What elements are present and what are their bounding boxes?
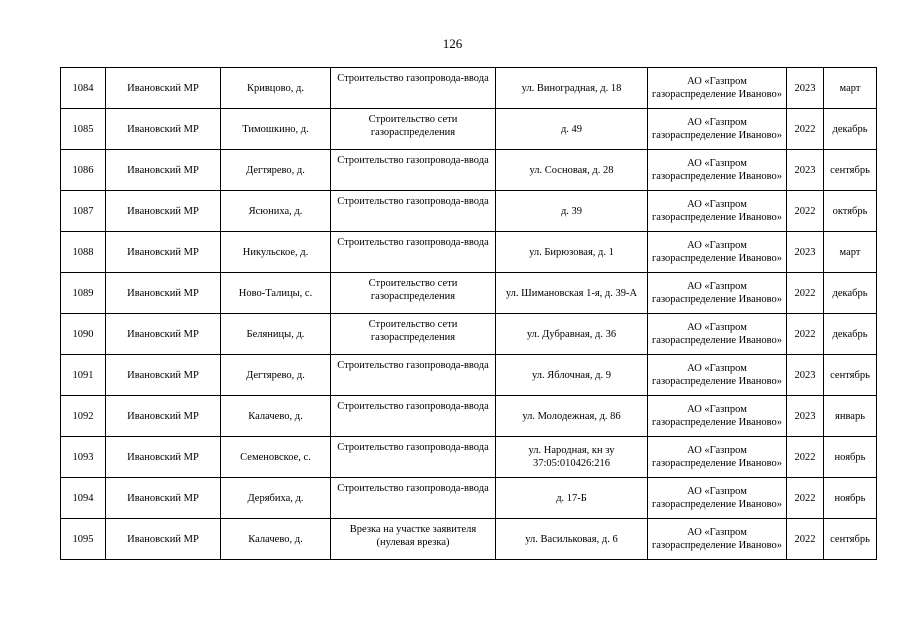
cell-year: 2023: [787, 68, 824, 109]
cell-address: ул. Молодежная, д. 86: [496, 396, 648, 437]
cell-district: Ивановский МР: [106, 150, 221, 191]
cell-number: 1086: [61, 150, 106, 191]
cell-work-type: Строительство газопровода-ввода: [331, 437, 496, 478]
cell-organization: АО «Газпром газораспределение Иваново»: [648, 396, 787, 437]
cell-year: 2022: [787, 478, 824, 519]
cell-work-type: Строительство газопровода-ввода: [331, 355, 496, 396]
cell-organization: АО «Газпром газораспределение Иваново»: [648, 273, 787, 314]
cell-year: 2022: [787, 519, 824, 560]
cell-locality: Калачево, д.: [221, 519, 331, 560]
cell-district: Ивановский МР: [106, 519, 221, 560]
cell-address: ул. Шимановская 1-я, д. 39-А: [496, 273, 648, 314]
cell-organization: АО «Газпром газораспределение Иваново»: [648, 355, 787, 396]
cell-locality: Дегтярево, д.: [221, 150, 331, 191]
cell-district: Ивановский МР: [106, 437, 221, 478]
table-row: [61, 314, 877, 355]
cell-address: ул. Сосновая, д. 28: [496, 150, 648, 191]
cell-month: март: [824, 68, 877, 109]
table-row: [61, 68, 877, 109]
cell-work-type: Врезка на участке заявителя (нулевая врезка): [331, 519, 496, 560]
cell-locality: Кривцово, д.: [221, 68, 331, 109]
cell-year: 2023: [787, 355, 824, 396]
cell-address: ул. Народная, кн зу 37:05:010426:216: [496, 437, 648, 478]
cell-work-type: Строительство сети газораспределения: [331, 273, 496, 314]
cell-year: 2023: [787, 396, 824, 437]
cell-address: ул. Виноградная, д. 18: [496, 68, 648, 109]
table-body: [61, 68, 877, 560]
cell-work-type: Строительство сети газораспределения: [331, 314, 496, 355]
cell-month: ноябрь: [824, 478, 877, 519]
table-row: [61, 355, 877, 396]
cell-district: Ивановский МР: [106, 355, 221, 396]
cell-number: 1084: [61, 68, 106, 109]
cell-district: Ивановский МР: [106, 396, 221, 437]
cell-number: 1087: [61, 191, 106, 232]
table-row: [61, 396, 877, 437]
cell-address: ул. Яблочная, д. 9: [496, 355, 648, 396]
cell-organization: АО «Газпром газораспределение Иваново»: [648, 150, 787, 191]
cell-month: март: [824, 232, 877, 273]
cell-number: 1088: [61, 232, 106, 273]
page-number: 126: [442, 36, 463, 51]
table-row: [61, 109, 877, 150]
cell-locality: Калачево, д.: [221, 396, 331, 437]
cell-organization: АО «Газпром газораспределение Иваново»: [648, 314, 787, 355]
cell-district: Ивановский МР: [106, 273, 221, 314]
cell-organization: АО «Газпром газораспределение Иваново»: [648, 68, 787, 109]
cell-district: Ивановский МР: [106, 314, 221, 355]
cell-work-type: Строительство газопровода-ввода: [331, 68, 496, 109]
cell-year: 2022: [787, 109, 824, 150]
cell-month: декабрь: [824, 109, 877, 150]
cell-number: 1091: [61, 355, 106, 396]
cell-locality: Семеновское, с.: [221, 437, 331, 478]
cell-month: декабрь: [824, 314, 877, 355]
cell-year: 2022: [787, 273, 824, 314]
cell-number: 1089: [61, 273, 106, 314]
table-row: [61, 150, 877, 191]
cell-work-type: Строительство газопровода-ввода: [331, 150, 496, 191]
cell-district: Ивановский МР: [106, 478, 221, 519]
cell-organization: АО «Газпром газораспределение Иваново»: [648, 191, 787, 232]
cell-number: 1093: [61, 437, 106, 478]
table-row: [61, 273, 877, 314]
cell-district: Ивановский МР: [106, 191, 221, 232]
cell-address: д. 39: [496, 191, 648, 232]
cell-locality: Никульское, д.: [221, 232, 331, 273]
cell-work-type: Строительство газопровода-ввода: [331, 396, 496, 437]
cell-work-type: Строительство газопровода-ввода: [331, 191, 496, 232]
cell-year: 2022: [787, 314, 824, 355]
cell-number: 1094: [61, 478, 106, 519]
cell-organization: АО «Газпром газораспределение Иваново»: [648, 437, 787, 478]
table-row: [61, 519, 877, 560]
table-row: [61, 437, 877, 478]
cell-month: ноябрь: [824, 437, 877, 478]
cell-month: сентябрь: [824, 355, 877, 396]
cell-locality: Дерябиха, д.: [221, 478, 331, 519]
cell-district: Ивановский МР: [106, 109, 221, 150]
cell-month: сентябрь: [824, 519, 877, 560]
cell-month: октябрь: [824, 191, 877, 232]
cell-year: 2022: [787, 437, 824, 478]
cell-address: д. 17-Б: [496, 478, 648, 519]
cell-district: Ивановский МР: [106, 232, 221, 273]
cell-work-type: Строительство сети газораспределения: [331, 109, 496, 150]
cell-organization: АО «Газпром газораспределение Иваново»: [648, 232, 787, 273]
cell-address: ул. Бирюзовая, д. 1: [496, 232, 648, 273]
cell-year: 2022: [787, 191, 824, 232]
table-row: [61, 478, 877, 519]
cell-locality: Дегтярево, д.: [221, 355, 331, 396]
cell-address: ул. Васильковая, д. 6: [496, 519, 648, 560]
cell-year: 2023: [787, 232, 824, 273]
cell-number: 1090: [61, 314, 106, 355]
cell-work-type: Строительство газопровода-ввода: [331, 478, 496, 519]
cell-organization: АО «Газпром газораспределение Иваново»: [648, 519, 787, 560]
table-row: [61, 191, 877, 232]
cell-address: д. 49: [496, 109, 648, 150]
cell-locality: Тимошкино, д.: [221, 109, 331, 150]
cell-work-type: Строительство газопровода-ввода: [331, 232, 496, 273]
cell-number: 1085: [61, 109, 106, 150]
cell-month: январь: [824, 396, 877, 437]
cell-number: 1092: [61, 396, 106, 437]
cell-month: декабрь: [824, 273, 877, 314]
cell-locality: Ново-Талицы, с.: [221, 273, 331, 314]
cell-address: ул. Дубравная, д. 36: [496, 314, 648, 355]
cell-district: Ивановский МР: [106, 68, 221, 109]
table-row: [61, 232, 877, 273]
cell-month: сентябрь: [824, 150, 877, 191]
cell-locality: Беляницы, д.: [221, 314, 331, 355]
cell-organization: АО «Газпром газораспределение Иваново»: [648, 478, 787, 519]
cell-organization: АО «Газпром газораспределение Иваново»: [648, 109, 787, 150]
cell-locality: Ясюниха, д.: [221, 191, 331, 232]
cell-number: 1095: [61, 519, 106, 560]
cell-year: 2023: [787, 150, 824, 191]
gasification-table: [60, 67, 877, 560]
